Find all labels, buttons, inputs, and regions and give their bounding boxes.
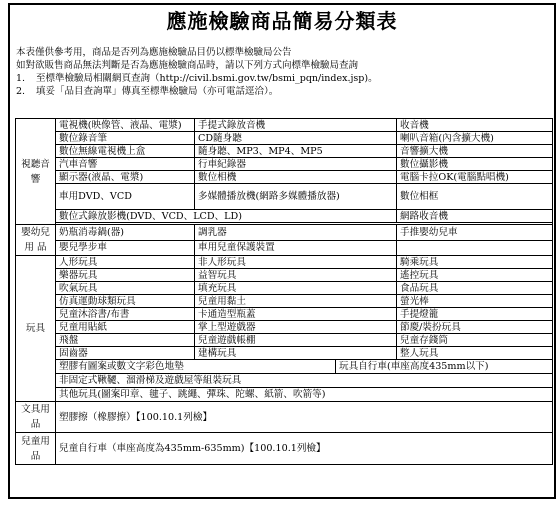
intro-item-text: 填妥「品目查詢單」傳真至標準檢驗局（亦可電話逕洽）。 xyxy=(36,86,279,97)
table-cell: 塑膠有圖案或數文字彩色地墊 xyxy=(56,360,336,374)
table-cell: 網路收音機 xyxy=(397,210,553,223)
table-cell: 數位相機 xyxy=(195,171,397,184)
table-row xyxy=(16,308,553,321)
table-cell: 飛盤 xyxy=(56,334,195,347)
table-cell xyxy=(397,240,553,256)
document-page xyxy=(8,3,556,499)
table-cell: 兒童用貼紙 xyxy=(56,321,195,334)
category-stationery: 文具用品 xyxy=(16,402,56,433)
table-cell: 收音機 xyxy=(397,119,553,132)
table-cell: 樂器玩具 xyxy=(56,269,195,282)
table-row xyxy=(16,158,553,171)
table-row xyxy=(16,334,553,347)
intro-line-2: 如對欲販售商品無法判斷是否為應施檢驗商品時，請以下列方式向標準檢驗局查詢 xyxy=(16,60,359,71)
table-cell: 隨身聽、MP3、MP4、MP5 xyxy=(195,145,397,158)
table-cell: 兒童存錢筒 xyxy=(397,334,553,347)
table-cell: 嬰兒學步車 xyxy=(56,240,195,256)
table-cell: 電腦卡拉OK(電腦點唱機) xyxy=(397,171,553,184)
table-row xyxy=(16,360,553,374)
intro-line-1: 本表僅供參考用，商品是否列為應施檢驗品目仍以標準檢驗局公告 xyxy=(16,47,292,58)
table-cell: 數位式錄放影機(DVD、VCD、LCD、LD) xyxy=(56,210,397,223)
table-cell: 數位相框 xyxy=(397,184,553,210)
table-cell: 螢光棒 xyxy=(397,295,553,308)
table-row xyxy=(16,171,553,184)
table-row xyxy=(16,240,553,256)
table-cell: 車用兒童保護裝置 xyxy=(195,240,397,256)
table-row xyxy=(16,269,553,282)
table-row xyxy=(16,321,553,334)
intro-item-1 xyxy=(16,72,548,85)
table-cell: 非固定式鞦韆、溜滑梯及遊戲屋等組裝玩具 xyxy=(56,374,553,388)
table-row xyxy=(16,210,553,223)
table-cell: 喇叭音箱(內含擴大機) xyxy=(397,132,553,145)
table-cell: 數位無線電視機上盒 xyxy=(56,145,195,158)
table-row xyxy=(16,282,553,295)
table-cell: 兒童自行車（車座高度為435mm-635mm)【100.10.1列檢】 xyxy=(56,433,553,465)
category-infant: 嬰幼兒用 品 xyxy=(16,225,56,256)
table-cell: 兒童用黏土 xyxy=(195,295,397,308)
table-cell: 音響擴大機 xyxy=(397,145,553,158)
table-row xyxy=(16,256,553,269)
table-row xyxy=(16,132,553,145)
table-cell: 固齒器 xyxy=(56,347,195,360)
table-cell: 食品玩具 xyxy=(397,282,553,295)
table-cell: 手推嬰幼兒車 xyxy=(397,225,553,241)
table-cell: 奶瓶消毒鍋(器) xyxy=(56,225,195,241)
table-cell: 汽車音響 xyxy=(56,158,195,171)
table-cell: 多媒體播放機(網路多媒體播放器) xyxy=(195,184,397,210)
table-row xyxy=(16,184,553,210)
intro-item-2 xyxy=(16,85,548,98)
table-row xyxy=(16,433,553,465)
table-cell: 車用DVD、VCD xyxy=(56,184,195,210)
table-cell: 益智玩具 xyxy=(195,269,397,282)
table-row xyxy=(16,347,553,360)
table-cell: 吹氣玩具 xyxy=(56,282,195,295)
table-cell: 遙控玩具 xyxy=(397,269,553,282)
category-children: 兒童用品 xyxy=(16,433,56,465)
table-row xyxy=(16,402,553,433)
table-row xyxy=(16,388,553,402)
table-cell: 調乳器 xyxy=(195,225,397,241)
table-cell: 塑膠擦（橡膠擦）【100.10.1列檢】 xyxy=(56,402,553,433)
classification-table xyxy=(15,118,553,465)
intro-item-number: 2. xyxy=(16,86,26,97)
table-cell: 人形玩具 xyxy=(56,256,195,269)
table-cell: 顯示器(液晶、電漿) xyxy=(56,171,195,184)
table-cell: 整人玩具 xyxy=(397,347,553,360)
table-cell: 兒童遊戲帳棚 xyxy=(195,334,397,347)
category-toys: 玩具 xyxy=(16,256,56,402)
table-cell: 卡通造型瓶蓋 xyxy=(195,308,397,321)
table-row xyxy=(16,374,553,388)
table-row xyxy=(16,145,553,158)
table-cell: 兒童沐浴書/布書 xyxy=(56,308,195,321)
table-cell: 建構玩具 xyxy=(195,347,397,360)
table-cell: 手提式錄放音機 xyxy=(195,119,397,132)
table-cell: 行車紀錄器 xyxy=(195,158,397,171)
table-cell: 玩具自行車(車座高度435mm以下) xyxy=(336,360,553,374)
table-cell: 填充玩具 xyxy=(195,282,397,295)
table-cell: 手提燈籠 xyxy=(397,308,553,321)
table-cell: 節慶/裝扮玩具 xyxy=(397,321,553,334)
table-cell: 數位錄音筆 xyxy=(56,132,195,145)
intro-item-number: 1. xyxy=(16,73,26,84)
table-cell: 非人形玩具 xyxy=(195,256,397,269)
table-row xyxy=(16,119,553,132)
table-row xyxy=(16,295,553,308)
intro-item-text: 至標準檢驗局相關網頁查詢（http://civil.bsmi.gov.tw/bsmi_pqn/index.jsp)。 xyxy=(36,73,378,84)
table-cell: 數位攝影機 xyxy=(397,158,553,171)
table-cell: 其他玩具(圖案印章、毽子、跳繩、彈珠、陀螺、紙箭、吹箭等) xyxy=(56,388,553,402)
table-cell: 電視機(映像管、液晶、電漿) xyxy=(56,119,195,132)
category-av: 視聽音響 xyxy=(16,119,56,225)
table-cell: 騎乘玩具 xyxy=(397,256,553,269)
intro-notes xyxy=(16,46,548,98)
table-cell: 仿真運動球類玩具 xyxy=(56,295,195,308)
table-cell: CD隨身聽 xyxy=(195,132,397,145)
table-row xyxy=(16,225,553,241)
document-title: 應施檢驗商品簡易分類表 xyxy=(166,9,398,33)
table-cell: 掌上型遊戲器 xyxy=(195,321,397,334)
